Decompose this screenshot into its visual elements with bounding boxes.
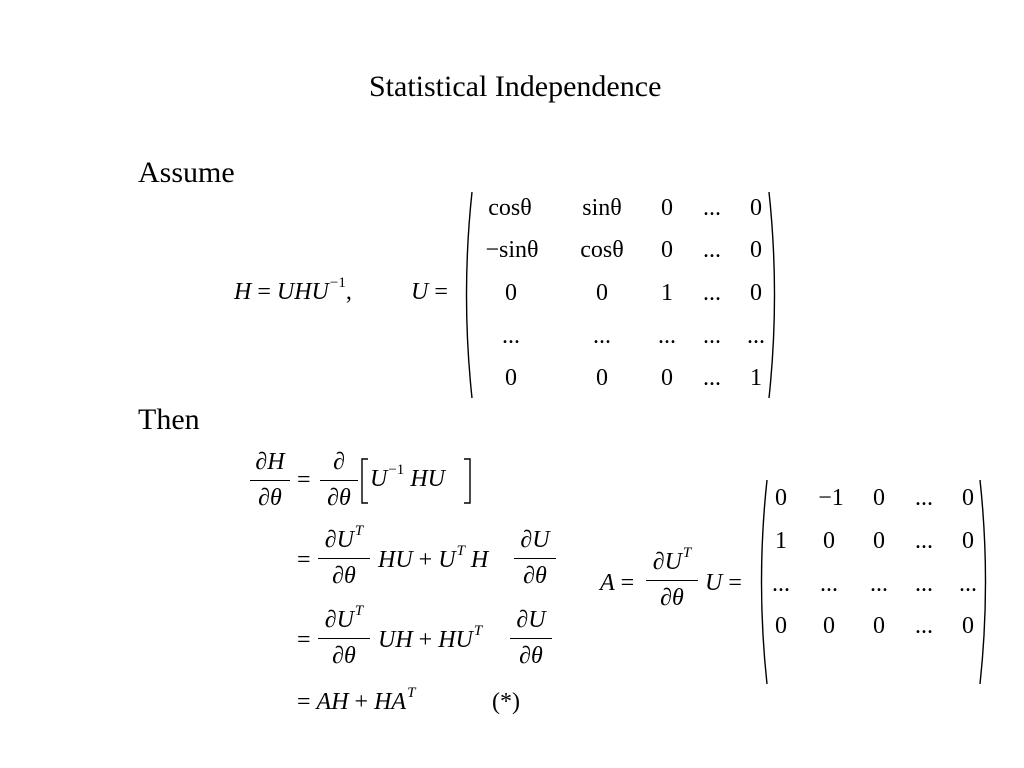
u-cell: ...	[502, 323, 520, 349]
partial-symbol: ∂	[324, 527, 337, 553]
u-symbol: U	[370, 466, 388, 492]
line2-terms	[378, 543, 489, 573]
u-inverse-hu	[370, 462, 445, 492]
u-symbol: U	[336, 607, 354, 633]
a-cell: ...	[915, 571, 933, 597]
u-matrix-right-paren	[767, 190, 781, 400]
line4-result	[297, 685, 416, 715]
a-cell: ...	[959, 571, 977, 597]
hu-product: HU	[410, 466, 445, 492]
dut-dtheta-fraction	[318, 523, 370, 590]
a-cell: 0	[775, 613, 787, 639]
uhu-product: UHU	[276, 279, 329, 305]
theta-symbol: θ	[531, 643, 543, 670]
theta-symbol: θ	[339, 485, 351, 512]
transpose-exponent: T	[354, 523, 364, 539]
dut-dtheta-fraction	[646, 545, 698, 612]
u-symbol: U	[528, 607, 546, 633]
equals-sign: =	[728, 570, 742, 596]
u-symbol: U	[411, 279, 429, 305]
a-cell: −1	[818, 485, 844, 511]
partial-symbol: ∂	[660, 585, 673, 612]
equals-sign: =	[620, 570, 635, 596]
h-definition	[234, 275, 352, 305]
d-dtheta-operator	[320, 450, 358, 510]
hu-product: HU	[378, 547, 413, 573]
u-symbol: U	[438, 547, 456, 573]
u-cell: ...	[593, 323, 611, 349]
transpose-exponent: T	[354, 603, 364, 619]
u-cell: cosθ	[488, 195, 532, 221]
u-cell: ...	[703, 237, 721, 263]
inverse-exponent: −1	[329, 275, 346, 291]
u-cell: 0	[596, 365, 608, 391]
a-cell: 0	[962, 485, 974, 511]
partial-symbol: ∂	[519, 643, 532, 670]
plus-sign: +	[418, 547, 433, 573]
partial-symbol: ∂	[324, 607, 337, 633]
a-cell: ...	[820, 571, 838, 597]
u-cell: 0	[596, 280, 608, 306]
partial-symbol: ∂	[327, 485, 340, 512]
theta-symbol: θ	[344, 563, 356, 590]
a-cell: ...	[915, 485, 933, 511]
fraction-bar	[510, 638, 552, 639]
plus-sign: +	[418, 627, 433, 653]
partial-symbol: ∂	[652, 549, 665, 575]
a-cell: 0	[873, 485, 885, 511]
u-cell: ...	[703, 195, 721, 221]
comma: ,	[345, 279, 352, 305]
equals-sign: =	[297, 467, 311, 493]
u-cell: ...	[658, 323, 676, 349]
u-cell: 0	[505, 365, 517, 391]
fraction-bar	[318, 558, 370, 559]
u-cell: sinθ	[582, 195, 622, 221]
a-cell: ...	[915, 613, 933, 639]
u-cell: 0	[750, 280, 762, 306]
u-cell: ...	[703, 365, 721, 391]
fraction-bar	[320, 480, 358, 481]
a-cell: 0	[775, 485, 787, 511]
u-cell: 0	[661, 195, 673, 221]
right-bracket	[462, 458, 472, 504]
u-cell: 0	[750, 195, 762, 221]
dut-dtheta-fraction	[318, 603, 370, 670]
partial-symbol: ∂	[332, 563, 345, 590]
u-cell: 1	[750, 365, 762, 391]
a-cell: 0	[823, 528, 835, 554]
dh-dtheta-fraction	[250, 450, 290, 510]
line3-terms	[378, 623, 483, 653]
h-symbol: H	[267, 449, 285, 475]
theta-symbol: θ	[344, 643, 356, 670]
inverse-exponent: −1	[388, 462, 405, 478]
theta-symbol: θ	[535, 563, 547, 590]
partial-symbol: ∂	[520, 527, 533, 553]
assume-heading: Assume	[138, 156, 235, 189]
partial-symbol: ∂	[516, 607, 529, 633]
a-cell: 0	[873, 528, 885, 554]
equals-sign: =	[257, 279, 271, 305]
ah-product: AH	[316, 689, 349, 715]
u-cell: 0	[661, 237, 673, 263]
u-cell: ...	[747, 323, 765, 349]
hu-product: HU	[438, 627, 473, 653]
a-cell: ...	[870, 571, 888, 597]
uh-product: UH	[378, 627, 413, 653]
transpose-exponent: T	[682, 545, 692, 561]
u-matrix-left-paren	[460, 190, 474, 400]
slide-title: Statistical Independence	[369, 70, 662, 103]
then-heading: Then	[138, 403, 200, 436]
u-cell: 0	[661, 365, 673, 391]
partial-symbol: ∂	[332, 643, 345, 670]
theta-symbol: θ	[270, 485, 282, 512]
fraction-bar	[318, 638, 370, 639]
a-definition-rhs	[705, 571, 742, 595]
transpose-exponent: T	[473, 623, 483, 639]
transpose-exponent: T	[456, 543, 465, 559]
u-symbol: U	[664, 549, 682, 575]
a-cell: ...	[772, 571, 790, 597]
a-cell: 0	[962, 528, 974, 554]
theta-symbol: θ	[672, 585, 684, 612]
partial-symbol: ∂	[258, 485, 271, 512]
h-symbol: H	[234, 279, 252, 305]
u-symbol: U	[336, 527, 354, 553]
u-cell: −sinθ	[485, 237, 539, 263]
partial-symbol: ∂	[523, 563, 536, 590]
u-cell: 0	[505, 280, 517, 306]
a-symbol: A	[600, 570, 615, 596]
fraction-bar	[514, 558, 556, 559]
equals-sign: =	[297, 627, 311, 653]
a-cell: 1	[775, 528, 787, 554]
left-bracket	[360, 458, 370, 504]
u-cell: ...	[703, 280, 721, 306]
u-definition-lhs	[411, 280, 448, 304]
a-cell: 0	[962, 613, 974, 639]
u-cell: 0	[750, 237, 762, 263]
partial-symbol: ∂	[255, 449, 268, 475]
h-symbol: H	[470, 547, 489, 573]
transpose-exponent: T	[407, 685, 416, 701]
a-cell: ...	[915, 528, 933, 554]
equals-sign: =	[434, 279, 448, 305]
u-cell: 1	[661, 280, 673, 306]
a-symbol-lhs	[600, 571, 634, 595]
plus-sign: +	[354, 689, 369, 715]
u-cell: ...	[703, 323, 721, 349]
du-dtheta-fraction	[510, 608, 552, 668]
partial-symbol: ∂	[333, 449, 345, 475]
u-symbol: U	[705, 570, 723, 596]
equals-sign: =	[297, 689, 311, 715]
u-symbol: U	[532, 527, 550, 553]
fraction-bar	[250, 480, 290, 481]
fraction-bar	[646, 580, 698, 581]
du-dtheta-fraction	[514, 528, 556, 588]
a-cell: 0	[873, 613, 885, 639]
a-cell: 0	[823, 613, 835, 639]
u-cell: cosθ	[580, 237, 624, 263]
ha-product: HA	[374, 689, 407, 715]
equation-label-star: (*)	[492, 689, 520, 715]
equals-sign: =	[297, 547, 311, 573]
